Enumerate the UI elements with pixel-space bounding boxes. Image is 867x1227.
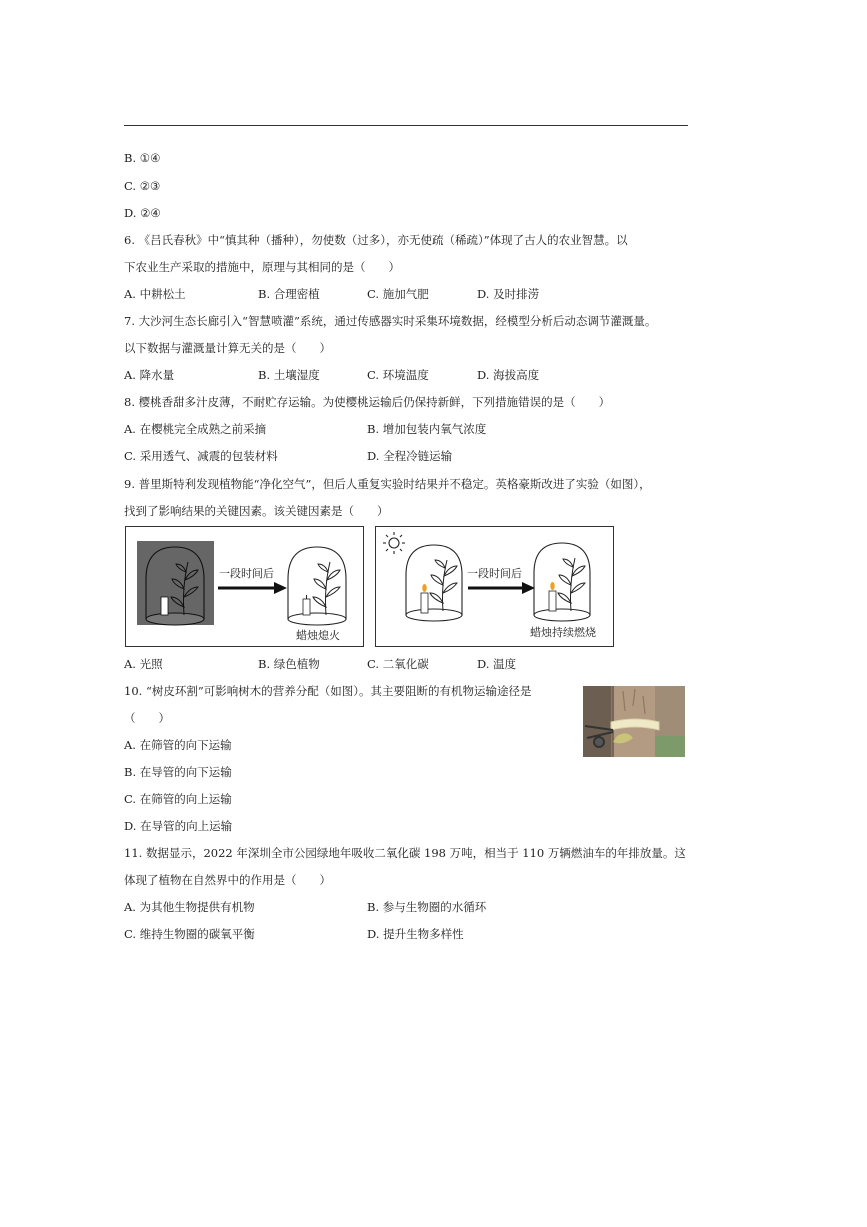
q8-option-b[interactable]: B. 增加包装内氧气浓度	[367, 422, 487, 436]
q6-stem-line2: 下农业生产采取的措施中，原理与其相同的是（ ）	[124, 260, 400, 274]
q9-figure-right-panel	[375, 526, 614, 647]
right-caption: 蜡烛持续燃烧	[530, 626, 596, 639]
q11-stem-line2: 体现了植物在自然界中的作用是（ ）	[124, 873, 331, 887]
q7-stem-line2: 以下数据与灌溉量计算无关的是（ ）	[124, 341, 331, 355]
q8-option-c[interactable]: C. 采用透气、减震的包装材料	[124, 449, 278, 463]
candle-icon-lit-right	[549, 582, 556, 611]
q6-stem-line1: 6. 《吕氏春秋》中“慎其种（播种），勿使数（过多），亦无使疏（稀疏）”体现了古人的农业智慧。以	[124, 233, 628, 247]
q8-stem-line1: 8. 樱桃香甜多汁皮薄，不耐贮存运输。为使樱桃运输后仍保持新鲜，下列措施错误的是（ ）	[124, 395, 611, 409]
q6-option-c[interactable]: C. 施加气肥	[367, 287, 429, 301]
sun-icon	[383, 532, 405, 554]
q10-stem-line1: 10. “树皮环割”可影响树木的营养分配（如图）。其主要阻断的有机物运输途径是	[124, 684, 532, 698]
tree-girdling-photo	[583, 686, 685, 757]
candle-icon-dark	[161, 597, 168, 615]
header-rule	[124, 125, 688, 126]
candle-icon-lit-left	[421, 584, 428, 613]
plant-icon-left	[430, 560, 457, 611]
q7-option-d[interactable]: D. 海拔高度	[477, 368, 540, 382]
arrow-icon-left	[218, 582, 287, 594]
q10-option-c[interactable]: C. 在筛管的向上运输	[124, 792, 232, 806]
q9-option-d[interactable]: D. 温度	[477, 657, 517, 671]
left-caption: 蜡烛熄火	[296, 629, 340, 642]
q9-stem-line2: 找到了影响结果的关键因素。该关键因素是（ ）	[124, 504, 389, 518]
q5-option-d[interactable]: D. ②④	[124, 206, 161, 220]
q7-stem-line1: 7. 大沙河生态长廊引入“智慧喷灌”系统，通过传感器实时采集环境数据，经模型分析后动态调节灌溉量。	[124, 314, 657, 328]
bell-jar-light	[288, 547, 346, 625]
q10-option-b[interactable]: B. 在导管的向下运输	[124, 765, 232, 779]
q10-stem-line2: （ ）	[124, 711, 170, 725]
plant-icon-right	[558, 558, 585, 611]
q6-option-a[interactable]: A. 中耕松土	[124, 287, 186, 301]
arrow-icon-right	[468, 582, 535, 594]
q11-option-b[interactable]: B. 参与生物圈的水循环	[367, 900, 487, 914]
q11-option-d[interactable]: D. 提升生物多样性	[367, 927, 464, 941]
plant-icon	[313, 562, 340, 615]
candle-icon-out	[303, 595, 310, 615]
q11-stem-line1: 11. 数据显示，2022 年深圳全市公园绿地年吸收二氧化碳 198 万吨，相当于 110 万辆燃油车的年排放量。这	[124, 846, 686, 860]
q11-option-c[interactable]: C. 维持生物圈的碳氧平衡	[124, 927, 255, 941]
q6-option-b[interactable]: B. 合理密植	[258, 287, 320, 301]
right-arrow-label: 一段时间后	[467, 567, 522, 580]
q9-option-a[interactable]: A. 光照	[124, 657, 163, 671]
q10-option-a[interactable]: A. 在筛管的向下运输	[124, 738, 232, 752]
q10-option-d[interactable]: D. 在导管的向上运输	[124, 819, 233, 833]
q9-stem-line1: 9. 普里斯特利发现植物能“净化空气”，但后人重复实验时结果并不稳定。英格豪斯改进了实验（如图），	[124, 477, 651, 491]
q7-option-b[interactable]: B. 土壤湿度	[258, 368, 320, 382]
q5-option-c[interactable]: C. ②③	[124, 179, 161, 193]
bell-jar-right	[534, 543, 590, 621]
q7-option-a[interactable]: A. 降水量	[124, 368, 175, 382]
q9-figure-left-panel	[125, 526, 364, 647]
q5-option-b[interactable]: B. ①④	[124, 151, 161, 165]
q9-option-b[interactable]: B. 绿色植物	[258, 657, 320, 671]
q6-option-d[interactable]: D. 及时排涝	[477, 287, 540, 301]
left-arrow-label: 一段时间后	[219, 567, 274, 580]
q11-option-a[interactable]: A. 为其他生物提供有机物	[124, 900, 255, 914]
q7-option-c[interactable]: C. 环境温度	[367, 368, 429, 382]
q9-option-c[interactable]: C. 二氧化碳	[367, 657, 429, 671]
q8-option-d[interactable]: D. 全程冷链运输	[367, 449, 453, 463]
dark-box	[137, 541, 214, 625]
q8-option-a[interactable]: A. 在樱桃完全成熟之前采摘	[124, 422, 267, 436]
